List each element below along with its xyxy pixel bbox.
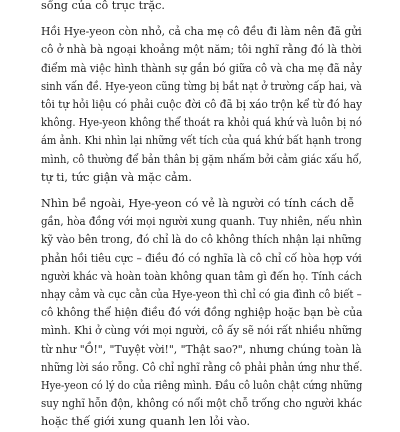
text-line: kỹ vào bên trong, đó chỉ là do cô không thích nhận lại những xyxy=(41,233,362,247)
body-text xyxy=(41,0,362,432)
text-line: suy nghĩ hỗn độn, không có nổi một chỗ trống cho người khác xyxy=(41,397,362,411)
text-line: ám ảnh. Khi nhìn lại những vết tích của quá khứ bất hạnh trong xyxy=(41,134,362,148)
text-line: mình, cô thường để bản thân bị gặm nhấm bởi cảm giác xấu hổ, xyxy=(41,152,362,166)
text-line: cô ở nhà bà ngoại khoảng một năm; tôi nghĩ rằng đó là thời xyxy=(41,43,362,57)
text-line: Hye-yeon có lý do của riêng mình. Đầu cô luôn chật cứng những xyxy=(41,379,363,393)
text-line: những lời sáo rỗng. Cô chỉ nghĩ rằng cô phải phản ứng như thế. xyxy=(41,360,363,374)
text-line: sinh vấn đề. Hye-yeon cũng từng bị bắt nạt ở trường cấp hai, và xyxy=(41,79,362,93)
text-line: Hồi Hye-yeon còn nhỏ, cả cha mẹ cô đều đi làm nên đã gửi xyxy=(41,25,362,39)
text-line: điểm mà việc hình thành sự gắn bó giữa cô và cha mẹ đã nảy xyxy=(41,61,362,75)
text-line: không. Hye-yeon không thể thoát ra khỏi quá khứ và luôn bị nó xyxy=(41,116,362,130)
text-line: sống của cô trục trặc. xyxy=(41,0,165,12)
paragraph-gap xyxy=(41,187,362,195)
paragraph-gap xyxy=(41,15,362,23)
text-line: người khác và hoàn toàn không quan tâm gì đến họ. Tính cách xyxy=(41,269,362,283)
text-line: từ như "Ồ!", "Tuyệt vời!", "Thật sao?", nhưng chúng toàn là xyxy=(41,342,362,356)
text-line: hoặc thế giới xung quanh len lỏi vào. xyxy=(41,415,251,429)
text-line: gần, hòa đồng với mọi người xung quanh. Tuy nhiên, nếu nhìn xyxy=(41,215,363,229)
text-line: phản hồi tiêu cực – điều đó có nghĩa là cô chỉ cố hòa hợp với xyxy=(41,251,362,265)
text-line: nhạy cảm và cục cằn của Hye-yeon thì chỉ có gia đình cô biết – xyxy=(41,288,362,302)
text-line: cô không thể hiện điều đó với đồng nghiệp hoặc bạn bè của xyxy=(41,306,363,320)
text-line: Nhìn bề ngoài, Hye-yeon có vẻ là người có tính cách dễ xyxy=(41,197,355,211)
text-line: mình. Khi ở cùng với mọi người, cô ấy sẽ nói rất nhiều những xyxy=(41,324,362,338)
text-line: tự ti, tức giận và mặc cảm. xyxy=(41,170,192,184)
text-line: tôi tự hỏi liệu có phải cuộc đời cô đã bị xáo trộn kể từ đó hay xyxy=(41,98,362,112)
